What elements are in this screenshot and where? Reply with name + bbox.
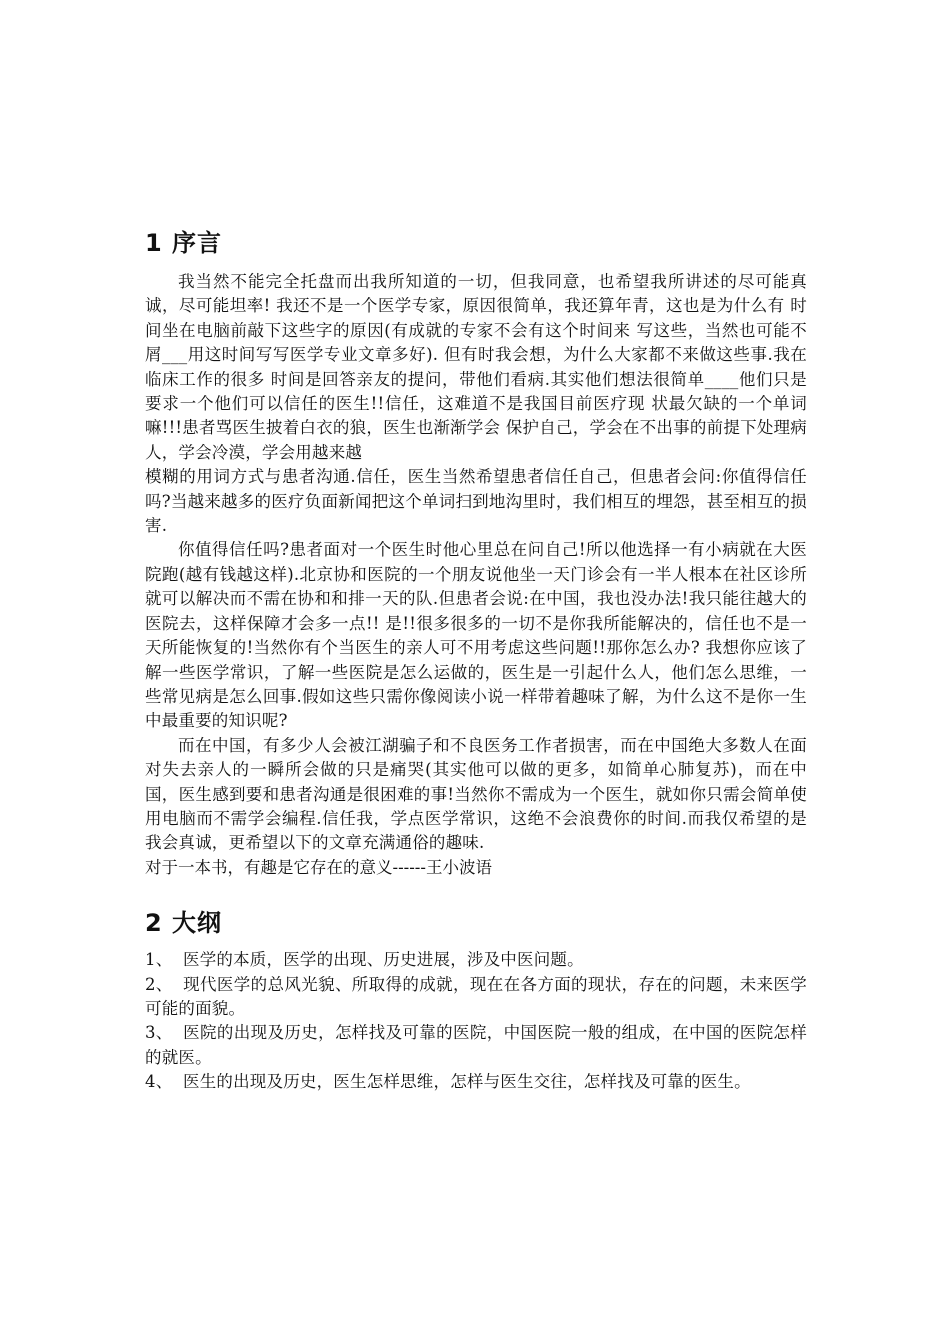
outline-item-text: 医学的本质，医学的出现、历史进展，涉及中医问题。	[183, 950, 584, 970]
outline-item-text: 医生的出现及历史，医生怎样思维，怎样与医生交往，怎样找及可靠的医生。	[183, 1072, 751, 1092]
outline-item-text: 现代医学的总风光貌、所取得的成就，现在在各方面的现状，存在的问题，未来医学可能的面貌。	[145, 974, 807, 1018]
outline-item-number: 4、	[145, 1072, 173, 1092]
outline-item-number: 1、	[145, 950, 173, 970]
section-heading-outline: 2 大纲	[145, 909, 223, 938]
preface-quote: 对于一本书，有趣是它存在的意义------王小波语	[145, 857, 492, 877]
outline-item	[145, 973, 807, 1022]
section-heading-preface: 1 序言	[145, 229, 223, 257]
preface-paragraph-3: 而在中国，有多少人会被江湖骗子和不良医务工作者损害，而在中国绝大多数人在面对失去亲人的一瞬所会做的只是痛哭(其实他可以做的更多，如简单心肺复苏)，而在中国，医生感到要和患者沟通是很困难的事!当然你不需成为一个医生，就如你只需会简单使用电脑而不需学会编程.信任我，学点医学常识，这绝不会浪费你的时间.而我仅希望的是我会真诚，更希望以下的文章充满通俗的趣味.	[145, 735, 807, 853]
outline-item-text: 医院的出现及历史，怎样找及可靠的医院，中国医院一般的组成，在中国的医院怎样的就医。	[145, 1023, 807, 1067]
outline-item	[145, 1021, 807, 1070]
outline-list	[145, 948, 807, 1094]
outline-item	[145, 948, 807, 972]
preface-paragraph-1-continued: 模糊的用词方式与患者沟通.信任，医生当然希望患者信任自己，但患者会问:你值得信任吗?当越来越多的医疗负面新闻把这个单词扫到地沟里时，我们相互的埋怨，甚至相互的损害.	[145, 467, 807, 536]
outline-item	[145, 1070, 807, 1094]
preface-paragraph-2: 你值得信任吗?患者面对一个医生时他心里总在问自己!所以他选择一有小病就在大医院跑(越有钱越这样).北京协和医院的一个朋友说他坐一天门诊会有一半人根本在社区诊所就可以解决而不需在协和和排一天的队.但患者会说:在中国，我也没办法!我只能往越大的医院去，这样保障才会多一点!! 是!!很多很多的一切不是你我所能解决的，信任也不是一天所能恢复的!当然你有个当医生的亲人可不用考虑这些问题!!那你怎么办? 我想你应该了解一些医学常识，了解一些医院是怎么运做的，医生是一引起什么人，他们怎么思维，一些常见病是怎么回事.假如这些只需你像阅读小说一样带着趣味了解，为什么这不是你一生中最重要的知识呢?	[145, 540, 807, 731]
document-body	[145, 228, 807, 1095]
preface-paragraph-1: 我当然不能完全托盘而出我所知道的一切，但我同意，也希望我所讲述的尽可能真诚，尽可能坦率! 我还不是一个医学专家，原因很简单，我还算年青，这也是为什么有 时间坐在电脑前敲下这些字的原因(有成就的专家不会有这个时间来 写这些，当然也可能不屑___用这时间写写医学专业文章多好). 但有时我会想，为什么大家都不来做这些事.我在临床工作的很多 时间是回答亲友的提问，带他们看病.其实他们想法很简单____他们只是要求一个他们可以信任的医生!!信任，这难道不是我国目前医疗现 状最欠缺的一个单词嘛!!!患者骂医生披着白衣的狼，医生也渐渐学会 保护自己，学会在不出事的前提下处理病人，学会冷漠，学会用越来越	[145, 272, 807, 462]
outline-item-number: 3、	[145, 1023, 173, 1043]
outline-item-number: 2、	[145, 974, 173, 994]
